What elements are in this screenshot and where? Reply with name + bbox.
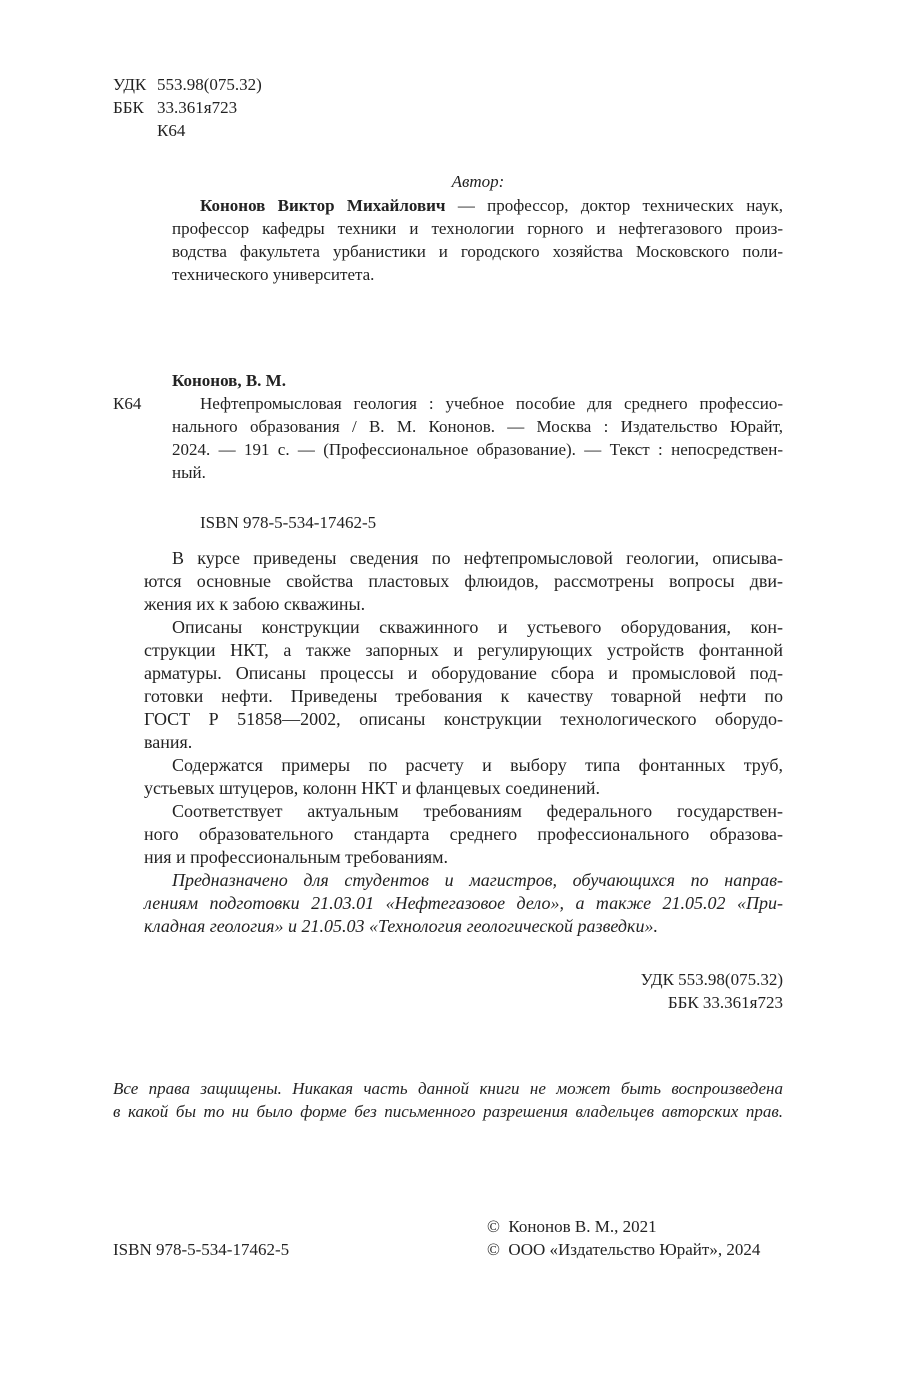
author-name: Кононов Виктор Михайлович [200,196,446,215]
bib-description [172,392,783,484]
rights-notice [113,1077,783,1123]
text-line: готовки нефти. Приведены требования к качеству товарной нефти по [144,686,783,706]
text-line: в какой бы то ни было форме без письменного разрешения владельцев авторских прав. [113,1102,783,1121]
bbk-label: ББК [113,98,144,117]
copyright-publisher-text: ООО «Издательство Юрайт», 2024 [508,1240,761,1259]
text-line: лениям подготовки 21.03.01 «Нефтегазовое дело», а также 21.05.02 «При- [144,893,783,913]
text-line: ГОСТ Р 51858—2002, описаны конструкции технологического оборудо- [144,709,783,729]
bib-author-heading: Кононов, В. М. [172,371,286,390]
text-line: Предназначено для студентов и магистров, обучающихся по направ- [172,870,783,890]
text-line: В курсе приведены сведения по нефтепромысловой геологии, описыва- [172,548,783,568]
text-line: Все права защищены. Никакая часть данной книги не может быть воспроизведена [113,1079,783,1098]
bib-isbn: ISBN 978-5-534-17462-5 [200,513,377,532]
text-line [172,194,783,217]
text-line: профессор кафедры техники и технологии горного и нефтегазового произ- [172,219,783,238]
text-line: технического университета. [172,265,375,284]
author-description: — профессор, доктор технических наук, [445,196,783,215]
text-line: ного образовательного стандарта среднего профессионального образова- [144,824,783,844]
author-heading: Автор: [451,172,505,191]
bib-author-mark: К64 [113,394,142,413]
copyright-publisher [487,1238,760,1261]
text-line: Соответствует актуальным требованиям федерального государствен- [172,801,783,821]
text-line: ния и профессиональным требованиям. [144,847,449,867]
text-line: водства факультета урбанистики и городского хозяйства Московского поли- [172,242,783,261]
text-line: кладная геология» и 21.05.03 «Технология геологической разведки». [144,916,658,936]
text-line: ются основные свойства пластовых флюидов, рассмотрены вопросы дви- [144,571,783,591]
text-line: Нефтепромысловая геология : учебное пособие для среднего профессио- [200,394,783,413]
author-bio [172,194,783,286]
footer-udk: УДК 553.98(075.32) [640,970,783,989]
copyright-author [487,1215,657,1238]
bbk-value: 33.361я723 [157,98,238,117]
text-line: арматуры. Описаны процессы и оборудование сбора и промысловой под- [144,663,783,683]
text-line: жения их к забою скважины. [144,594,366,614]
text-line: Описаны конструкции скважинного и устьевого оборудования, кон- [172,617,783,637]
imprint-isbn: ISBN 978-5-534-17462-5 [113,1240,290,1259]
text-line: Содержатся примеры по расчету и выбору типа фонтанных труб, [172,755,783,775]
author-mark: К64 [157,121,186,140]
footer-bbk: ББК 33.361я723 [667,993,783,1012]
bbk-code [113,96,237,119]
text-line: нального образования / В. М. Кононов. — Москва : Издательство Юрайт, [172,417,783,436]
copyright-author-text: Кононов В. М., 2021 [508,1217,657,1236]
copyright-icon: © [487,1240,500,1259]
text-line: 2024. — 191 с. — (Профессиональное образование). — Текст : непосредствен- [172,440,783,459]
udk-value: 553.98(075.32) [157,75,262,94]
text-line: ный. [172,463,206,482]
text-line: устьевых штуцеров, колонн НКТ и фланцевых соединений. [144,778,601,798]
annotation [144,547,783,938]
udk-label: УДК [113,75,147,94]
text-line: вания. [144,732,193,752]
text-line: струкции НКТ, а также запорных и регулирующих устройств фонтанной [144,640,783,660]
copyright-icon: © [487,1217,500,1236]
udk-code [113,73,262,96]
